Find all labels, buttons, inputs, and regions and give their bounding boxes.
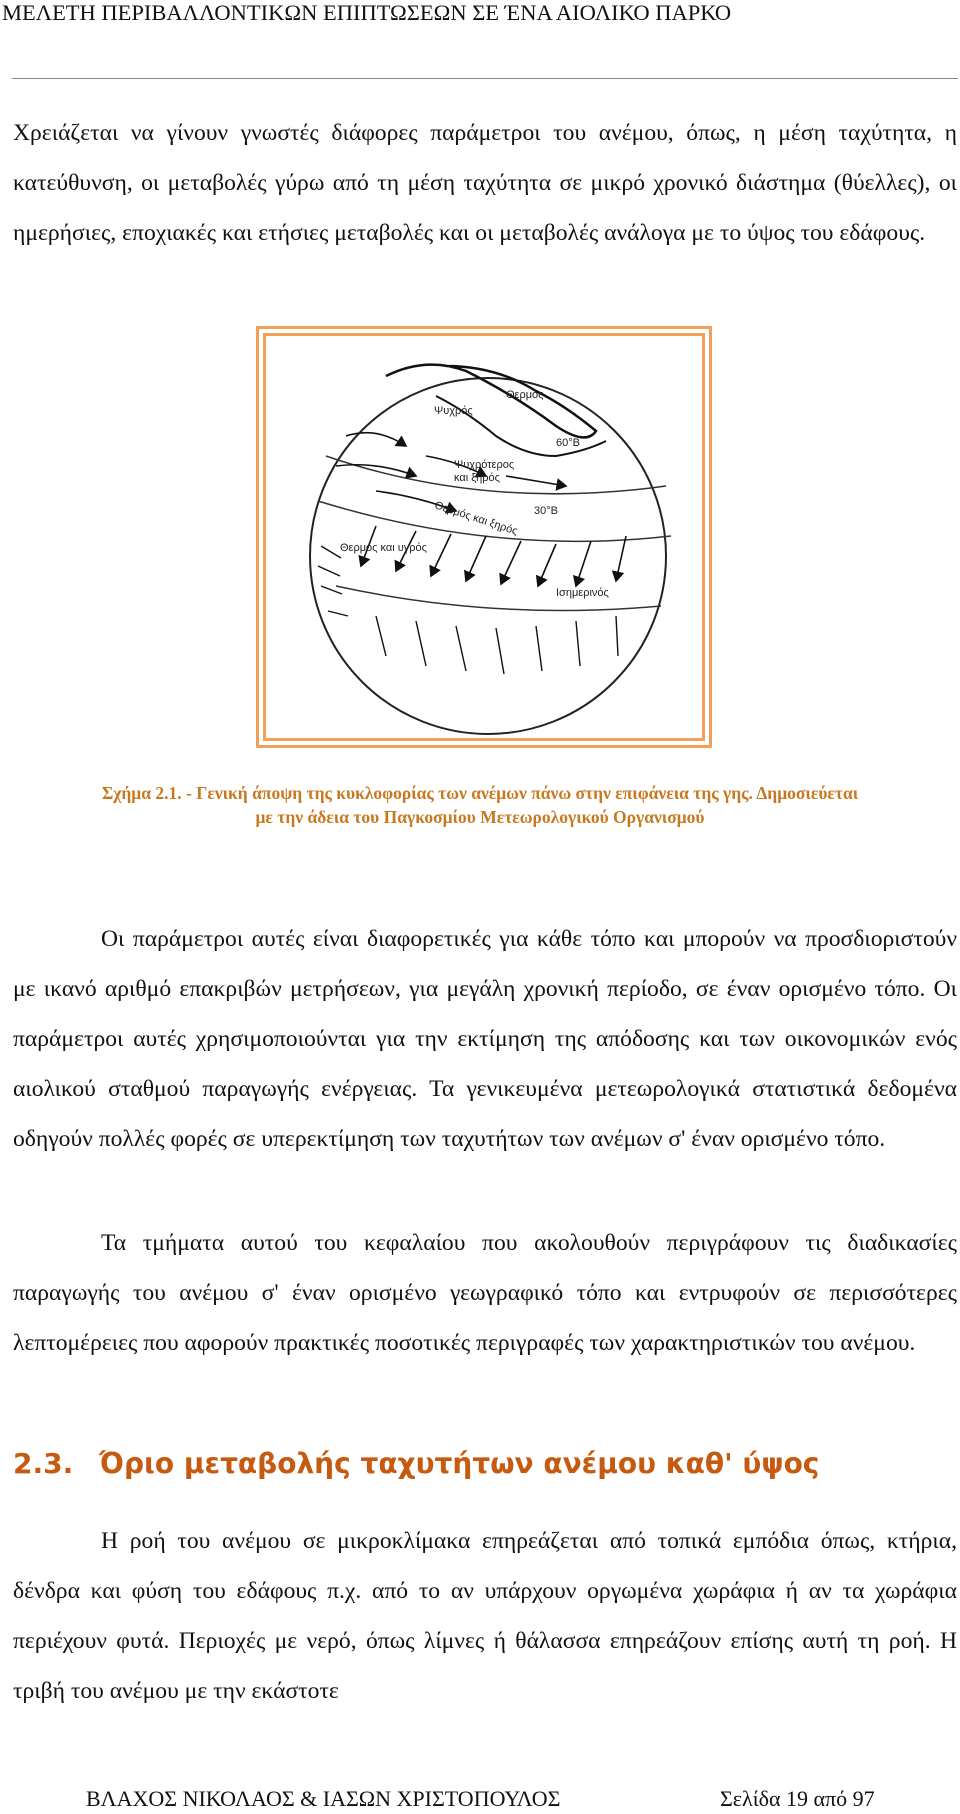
- label-warm-dry: Θερμός και ξηρός: [433, 499, 520, 538]
- section-number: 2.3.: [13, 1447, 74, 1480]
- figure-frame: [256, 326, 712, 748]
- label-lat30: 30°Β: [534, 505, 558, 517]
- page-header: [0, 0, 960, 80]
- footer-page-number: Σελίδα 19 από 97: [720, 1786, 875, 1811]
- globe-outline: [310, 378, 666, 734]
- body-paragraph-3: Τα τμήματα αυτού του κεφαλαίου που ακολουθούν περιγράφουν τις διαδικασίες παραγωγής του ανέμου σ' έναν ορισμένο γεωγραφικό τόπο και εντρυφούν σε περισσότερες λεπτομέρειες που αφορούν πρακτικές ποσοτικές περιγραφές των χαρακτηριστικών του ανέμου.: [13, 1230, 957, 1356]
- figure-caption-main: - Γενική άποψη της κυκλοφορίας των ανέμων πάνω στην επιφάνεια της γης.: [181, 783, 753, 803]
- page-footer: [0, 1786, 960, 1814]
- figure-caption-tail: Δημοσιεύεται: [752, 783, 859, 803]
- body-paragraph-4: Η ροή του ανέμου σε μικροκλίμακα επηρεάζεται από τοπικά εμπόδια όπως, κτήρια, δένδρα και φύση του εδάφους π.χ. από το αν υπάρχουν οργωμένα χωράφια ή αν τα χωράφια περιέχουν φυτά. Περιοχές με νερό, όπως λίμνες ή θάλασσα επηρεάζουν επίσης αυτή τη ροή. Η τριβή του ανέμου με την εκάστοτε: [13, 1528, 957, 1704]
- label-colder-2: και ξηρός: [454, 472, 500, 484]
- label-colder-1: Ψυχρότερος: [454, 459, 515, 471]
- label-warm-humid: Θερμός και υγρός: [340, 542, 427, 554]
- body-paragraph-1: Χρειάζεται να γίνουν γνωστές διάφορες παράμετροι του ανέμου, όπως, η μέση ταχύτητα, η κατεύθυνση, οι μεταβολές γύρω από τη μέση ταχύτητα σε μικρό χρονικό διάστημα (θύελλες), οι ημερήσιες, εποχιακές και ετήσιες μεταβολές και οι μεταβολές ανάλογα με το ύψος του εδάφους.: [13, 120, 957, 246]
- label-warm: Θερμός: [506, 389, 544, 401]
- label-lat60: 60°Β: [556, 437, 580, 449]
- label-equator: Ισημερινός: [556, 587, 609, 599]
- header-divider: [12, 78, 958, 79]
- equator-line: [336, 586, 661, 611]
- figure-caption-line-2: με την άδεια του Παγκοσμίου Μετεωρολογικού Οργανισμού: [255, 807, 705, 827]
- label-cold: Ψυχρός: [434, 405, 473, 417]
- footer-authors: ΒΛΑΧΟΣ ΝΙΚΟΛΑΟΣ & ΙΑΣΩΝ ΧΡΙΣΤΟΠΟΥΛΟΣ: [86, 1786, 561, 1811]
- section-heading: [13, 1447, 957, 1480]
- left-streaks: [318, 546, 348, 616]
- figure-inner-border: [263, 333, 705, 741]
- wind-circulation-diagram: [266, 336, 704, 740]
- document-title: ΜΕΛΕΤΗ ΠΕΡΙΒΑΛΛΟΝΤΙΚΩΝ ΕΠΙΠΤΩΣΕΩΝ ΣΕ ΈΝΑ ΑΙΟΛΙΚΟ ΠΑΡΚΟ: [2, 0, 732, 25]
- westerlies-arrows: [336, 433, 566, 511]
- figure-caption-prefix: Σχήμα 2.1.: [101, 783, 182, 803]
- section-title: Όριο μεταβολής ταχυτήτων ανέμου καθ' ύψος: [99, 1447, 820, 1480]
- trade-wind-arrows: [361, 526, 626, 586]
- polar-front: [386, 365, 596, 438]
- body-paragraph-2: Οι παράμετροι αυτές είναι διαφορετικές για κάθε τόπο και μπορούν να προσδιοριστούν με ικανό αριθμό επακριβών μετρήσεων, για μεγάλη χρονική περίοδο, σε έναν ορισμένο τόπο. Οι παράμετροι αυτές χρησιμοποιούνται για την εκτίμηση της απόδοσης και των οικονομικών ενός αιολικού σταθμού παραγωγής ενέργειας. Τα γενικευμένα μετεωρολογικά στατιστικά δεδομένα οδηγούν πολλές φορές σε υπερεκτίμηση των ταχυτήτων των ανέμων σ' έναν ορισμένο τόπο.: [13, 926, 957, 1152]
- southern-arrows: [376, 616, 618, 674]
